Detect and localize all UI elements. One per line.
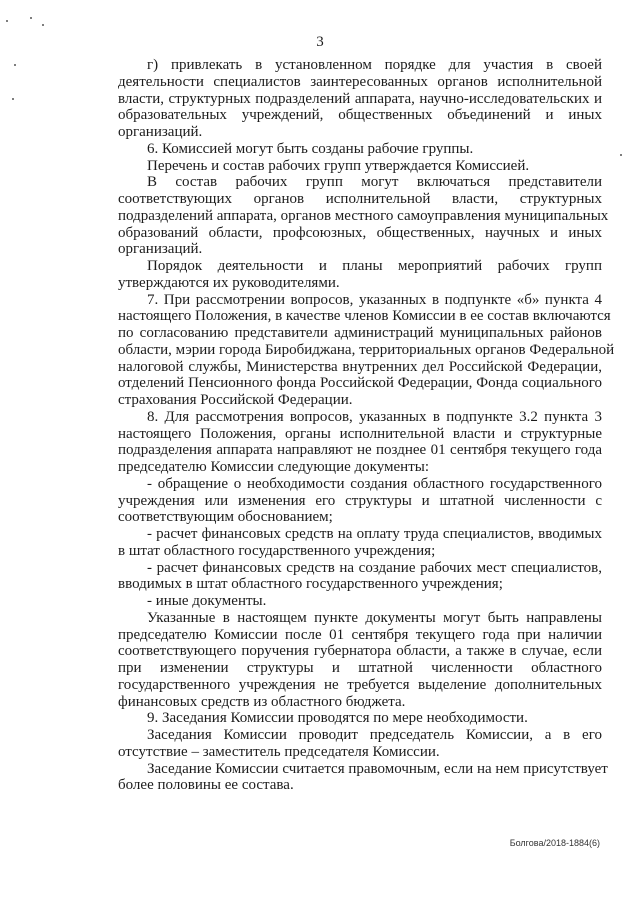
text-line: области, мэрии города Биробиджана, территориальных органов Федеральной (118, 341, 615, 358)
text-line: председателю Комиссии после 01 сентября текущего года при наличии (118, 626, 602, 643)
text-line: организаций. (118, 241, 203, 258)
text-line: Перечень и состав рабочих групп утверждается Комиссией. (147, 157, 530, 174)
scan-speck (30, 17, 32, 19)
text-line: подразделения аппарата направляют не позднее 01 сентября текущего года (118, 442, 602, 459)
text-line: образовательных учреждений, общественных объединений и иных (118, 107, 602, 124)
page-number: 3 (316, 34, 324, 50)
text-line: в штат областного государственного учреждения; (118, 542, 436, 559)
text-line: вводимых в штат областного государственного учреждения; (118, 576, 503, 593)
text-line: учреждения или изменения его структуры и штатной численности с (118, 492, 602, 509)
text-line: государственного учреждения не требуется выделение дополнительных (118, 676, 602, 693)
text-line: настоящего Положения, органы исполнительной власти и структурные (118, 425, 602, 442)
text-line: соответствующих органов исполнительной власти, структурных (118, 191, 602, 207)
text-line: соответствующим обоснованием; (118, 509, 333, 526)
document-body (118, 57, 615, 794)
scan-speck (620, 154, 622, 156)
text-line: подразделений аппарата, органов местного самоуправления муниципальных (118, 207, 609, 224)
text-line: власти, структурных подразделений аппарата, научно-исследовательских и (118, 90, 602, 107)
text-line: соответствующего поручения губернатора области, а также в случае, если (118, 643, 602, 660)
text-line: организаций. (118, 124, 203, 140)
text-line: образований области, профсоюзных, общественных, научных и иных (118, 224, 602, 241)
scan-speck (42, 24, 44, 26)
scan-speck (6, 20, 8, 22)
text-line: 8. Для рассмотрения вопросов, указанных в подпункте 3.2 пункта 3 (147, 408, 602, 425)
text-line: отделений Пенсионного фонда Российской Федерации, Фонда социального (118, 375, 602, 392)
text-line: - расчет финансовых средств на создание рабочих мест специалистов, (147, 559, 602, 576)
text-line: В состав рабочих групп могут включаться представители (147, 174, 602, 191)
text-line: г) привлекать в установленном порядке для участия в своей (147, 57, 602, 73)
text-line: более половины ее состава. (118, 777, 294, 794)
text-line: Заседание Комиссии считается правомочным, если на нем присутствует (147, 760, 608, 777)
text-line: утверждаются их руководителями. (118, 274, 340, 291)
text-line: Указанные в настоящем пункте документы могут быть направлены (147, 609, 602, 626)
text-line: председателю Комиссии следующие документы: (118, 459, 430, 475)
text-line: по согласованию представители администраций муниципальных районов (118, 325, 602, 341)
text-line: налоговой службы, Министерства внутренних дел Российской Федерации, (118, 358, 602, 375)
text-line: деятельности специалистов заинтересованных органов исполнительной (118, 73, 602, 90)
text-line: Заседания Комиссии проводит председатель Комиссии, а в его (147, 727, 602, 743)
scan-speck (12, 98, 14, 100)
text-line: - расчет финансовых средств на оплату труда специалистов, вводимых (147, 526, 602, 542)
text-line: 9. Заседания Комиссии проводятся по мере необходимости. (147, 710, 528, 727)
text-line: настоящего Положения, в качестве членов Комиссии в ее состав включаются (118, 308, 611, 325)
text-line: - иные документы. (147, 593, 267, 609)
text-line: 6. Комиссией могут быть созданы рабочие группы. (147, 140, 474, 157)
text-line: отсутствие – заместитель председателя Комиссии. (118, 743, 440, 760)
scan-speck (14, 64, 16, 66)
text-line: при изменении структуры и штатной численности областного (118, 660, 602, 676)
text-line: Порядок деятельности и планы мероприятий рабочих групп (147, 258, 602, 274)
document-footer-code: Болгова/2018-1884(6) (509, 838, 600, 848)
text-line: финансовых средств из областного бюджета. (118, 693, 406, 710)
text-line: 7. При рассмотрении вопросов, указанных в подпункте «б» пункта 4 (147, 291, 602, 308)
text-line: страхования Российской Федерации. (118, 392, 353, 408)
text-line: - обращение о необходимости создания областного государственного (147, 475, 602, 492)
